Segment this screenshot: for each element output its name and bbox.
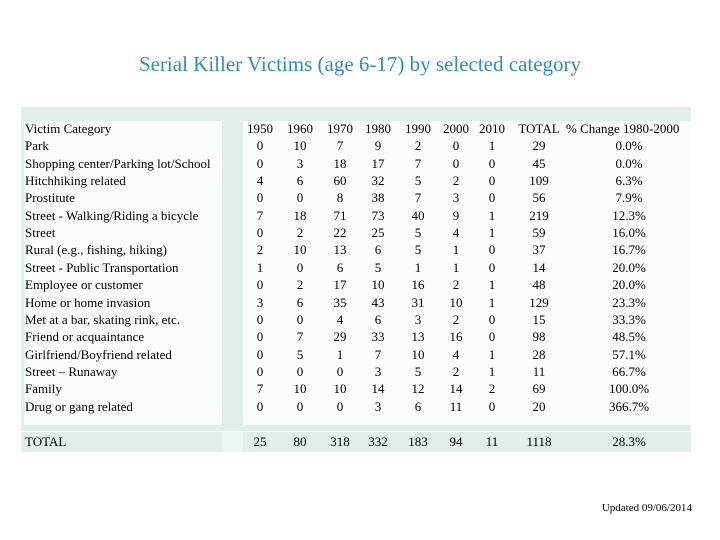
- value-cell: 0: [296, 259, 304, 275]
- value-cell: 7.9%: [615, 190, 643, 206]
- value-cell: 80: [293, 434, 307, 449]
- value-cell: 1: [488, 225, 496, 241]
- value-cell: 57.1%: [612, 346, 646, 362]
- value-cell: 11: [485, 434, 499, 449]
- value-cell: 2: [296, 277, 304, 293]
- value-cell: 10: [371, 277, 385, 293]
- value-cell: 10: [293, 381, 307, 397]
- updated-date: Updated 09/06/2014: [601, 502, 692, 514]
- value-cell: 9: [374, 138, 382, 154]
- header-cell: 1980: [365, 121, 391, 136]
- table-row: [0, 155, 720, 172]
- value-cell: 32: [371, 173, 385, 189]
- value-cell: 98: [532, 329, 546, 345]
- value-cell: 2: [296, 225, 304, 241]
- table-row: [0, 137, 720, 154]
- value-cell: 48.5%: [612, 329, 646, 345]
- value-cell: 22: [333, 225, 347, 241]
- category-cell: Girlfriend/Boyfriend related: [25, 346, 172, 362]
- value-cell: 16.7%: [612, 242, 646, 258]
- value-cell: 0: [488, 242, 496, 258]
- value-cell: 7: [256, 381, 264, 397]
- value-cell: 1: [488, 138, 496, 154]
- value-cell: 43: [371, 294, 385, 310]
- value-cell: 31: [411, 294, 425, 310]
- value-cell: 0: [488, 311, 496, 327]
- value-cell: 0: [256, 346, 264, 362]
- value-cell: 3: [256, 294, 264, 310]
- value-cell: 100.0%: [608, 381, 650, 397]
- value-cell: 28.3%: [612, 434, 646, 449]
- table-row: [0, 189, 720, 206]
- value-cell: 48: [532, 277, 546, 293]
- value-cell: 2: [452, 311, 460, 327]
- value-cell: 29: [333, 329, 347, 345]
- value-cell: 18: [333, 155, 347, 171]
- value-cell: 0: [488, 173, 496, 189]
- value-cell: 0: [488, 398, 496, 414]
- value-cell: 0: [256, 363, 264, 379]
- value-cell: 0: [452, 138, 460, 154]
- value-cell: 5: [414, 173, 422, 189]
- value-cell: 14: [532, 259, 546, 275]
- value-cell: 0: [256, 225, 264, 241]
- value-cell: 6: [374, 242, 382, 258]
- value-cell: 13: [411, 329, 425, 345]
- value-cell: 1: [488, 294, 496, 310]
- value-cell: 4: [452, 346, 460, 362]
- value-cell: 3: [452, 190, 460, 206]
- value-cell: 2: [452, 173, 460, 189]
- category-cell: Street - Walking/Riding a bicycle: [25, 207, 199, 223]
- value-cell: 0: [256, 277, 264, 293]
- value-cell: 16: [411, 277, 425, 293]
- value-cell: 28: [532, 346, 546, 362]
- value-cell: 3: [374, 363, 382, 379]
- value-cell: 69: [532, 381, 546, 397]
- value-cell: 5: [414, 363, 422, 379]
- value-cell: 0: [296, 398, 304, 414]
- header-cell: 1960: [287, 121, 313, 136]
- value-cell: 5: [296, 346, 304, 362]
- value-cell: 10: [449, 294, 463, 310]
- value-cell: 12: [411, 381, 425, 397]
- value-cell: 10: [411, 346, 425, 362]
- category-cell: Street - Public Transportation: [25, 259, 179, 275]
- value-cell: 0: [256, 329, 264, 345]
- value-cell: 2: [452, 363, 460, 379]
- category-cell: Hitchhiking related: [25, 173, 126, 189]
- value-cell: 1118: [526, 434, 552, 449]
- category-cell: Friend or acquaintance: [25, 329, 145, 345]
- table-top-band: [21, 107, 691, 121]
- value-cell: 9: [452, 207, 460, 223]
- value-cell: 18: [293, 207, 307, 223]
- value-cell: 0: [256, 138, 264, 154]
- value-cell: 1: [336, 346, 344, 362]
- value-cell: 73: [371, 207, 385, 223]
- value-cell: 0.0%: [615, 138, 643, 154]
- value-cell: 6: [374, 311, 382, 327]
- value-cell: 20.0%: [612, 259, 646, 275]
- value-cell: 6: [336, 259, 344, 275]
- value-cell: 25: [253, 434, 267, 449]
- value-cell: 2: [452, 277, 460, 293]
- value-cell: 1: [488, 207, 496, 223]
- value-cell: 17: [333, 277, 347, 293]
- value-cell: 4: [336, 311, 344, 327]
- category-cell: Drug or gang related: [25, 398, 133, 414]
- value-cell: 0: [256, 190, 264, 206]
- value-cell: 16: [449, 329, 463, 345]
- value-cell: 6: [414, 398, 422, 414]
- value-cell: 7: [414, 155, 422, 171]
- value-cell: 1: [488, 346, 496, 362]
- value-cell: 0: [296, 363, 304, 379]
- table-row: [0, 241, 720, 258]
- category-cell: Met at a bar, skating rink, etc.: [25, 311, 181, 327]
- value-cell: 1: [414, 259, 422, 275]
- value-cell: 12.3%: [612, 207, 646, 223]
- category-cell: Employee or customer: [25, 277, 143, 293]
- value-cell: 38: [371, 190, 385, 206]
- value-cell: 1: [452, 259, 460, 275]
- value-cell: 33.3%: [612, 311, 646, 327]
- header-cell: TOTAL: [518, 121, 560, 136]
- value-cell: 59: [532, 225, 546, 241]
- value-cell: 10: [293, 138, 307, 154]
- table-bottom-band: [21, 425, 691, 431]
- value-cell: 332: [368, 434, 388, 449]
- value-cell: 0: [488, 329, 496, 345]
- value-cell: 2: [414, 138, 422, 154]
- value-cell: 5: [414, 242, 422, 258]
- value-cell: 3: [374, 398, 382, 414]
- value-cell: 4: [452, 225, 460, 241]
- header-cell: 1970: [327, 121, 353, 136]
- table-row: [0, 172, 720, 189]
- value-cell: 1: [256, 259, 264, 275]
- value-cell: 35: [333, 294, 347, 310]
- table-header-row: [0, 120, 720, 137]
- table-row: [0, 363, 720, 380]
- value-cell: 2: [256, 242, 264, 258]
- value-cell: 1: [452, 242, 460, 258]
- category-cell: Home or home invasion: [25, 294, 151, 310]
- category-cell: Family: [25, 381, 62, 397]
- table-row: [0, 346, 720, 363]
- value-cell: 2: [488, 381, 496, 397]
- table-row: [0, 380, 720, 397]
- header-cell: 1990: [405, 121, 431, 136]
- value-cell: 366.7%: [608, 398, 650, 414]
- value-cell: 3: [296, 155, 304, 171]
- value-cell: 219: [529, 207, 549, 223]
- value-cell: 23.3%: [612, 294, 646, 310]
- value-cell: 56: [532, 190, 546, 206]
- value-cell: 5: [374, 259, 382, 275]
- category-cell: Rural (e.g., fishing, hiking): [25, 242, 167, 258]
- value-cell: 10: [333, 381, 347, 397]
- value-cell: 0: [296, 190, 304, 206]
- value-cell: 7: [336, 138, 344, 154]
- value-cell: 45: [532, 155, 546, 171]
- value-cell: 16.0%: [612, 225, 646, 241]
- value-cell: 33: [371, 329, 385, 345]
- value-cell: 0: [488, 190, 496, 206]
- value-cell: 129: [529, 294, 549, 310]
- value-cell: 0: [488, 155, 496, 171]
- value-cell: 6: [296, 294, 304, 310]
- value-cell: 14: [371, 381, 385, 397]
- value-cell: 318: [330, 434, 350, 449]
- header-cell: 2010: [479, 121, 505, 136]
- value-cell: 11: [449, 398, 463, 414]
- value-cell: 0: [452, 155, 460, 171]
- value-cell: 0: [336, 363, 344, 379]
- category-cell: Shopping center/Parking lot/School: [25, 155, 211, 171]
- value-cell: 0: [296, 311, 304, 327]
- value-cell: 4: [256, 173, 264, 189]
- value-cell: 15: [532, 311, 546, 327]
- value-cell: 0: [488, 259, 496, 275]
- page-title: Serial Killer Victims (age 6-17) by selected category: [138, 52, 582, 76]
- table-row: [0, 224, 720, 241]
- value-cell: 37: [532, 242, 546, 258]
- table-row: [0, 311, 720, 328]
- value-cell: 20.0%: [612, 277, 646, 293]
- value-cell: 13: [333, 242, 347, 258]
- value-cell: 25: [371, 225, 385, 241]
- value-cell: 10: [293, 242, 307, 258]
- value-cell: 0: [336, 398, 344, 414]
- value-cell: 0.0%: [615, 155, 643, 171]
- value-cell: 7: [414, 190, 422, 206]
- value-cell: 29: [532, 138, 546, 154]
- category-cell: Street: [25, 225, 56, 241]
- value-cell: 0: [256, 155, 264, 171]
- value-cell: 60: [333, 173, 347, 189]
- value-cell: 0: [256, 398, 264, 414]
- value-cell: 7: [256, 207, 264, 223]
- total-row: [0, 433, 720, 450]
- value-cell: 11: [532, 363, 546, 379]
- value-cell: 20: [532, 398, 546, 414]
- value-cell: 17: [371, 155, 385, 171]
- value-cell: 94: [449, 434, 463, 449]
- value-cell: 40: [411, 207, 425, 223]
- table-row: [0, 328, 720, 345]
- value-cell: 6: [296, 173, 304, 189]
- category-cell: TOTAL: [25, 434, 67, 449]
- value-cell: 5: [414, 225, 422, 241]
- category-cell: Prostitute: [25, 190, 75, 206]
- value-cell: 8: [336, 190, 344, 206]
- table-row: [0, 398, 720, 415]
- value-cell: 66.7%: [612, 363, 646, 379]
- value-cell: 1: [488, 363, 496, 379]
- value-cell: 109: [529, 173, 549, 189]
- value-cell: 6.3%: [615, 173, 643, 189]
- table-row: [0, 294, 720, 311]
- value-cell: 7: [374, 346, 382, 362]
- value-cell: 183: [408, 434, 428, 449]
- value-cell: 0: [256, 311, 264, 327]
- header-cell: 1950: [247, 121, 273, 136]
- table-row: [0, 259, 720, 276]
- value-cell: 1: [488, 277, 496, 293]
- category-cell: Street – Runaway: [25, 363, 118, 379]
- table-row: [0, 207, 720, 224]
- value-cell: 7: [296, 329, 304, 345]
- table-row: [0, 276, 720, 293]
- value-cell: 71: [333, 207, 347, 223]
- header-cell-category: Victim Category: [25, 121, 112, 136]
- value-cell: 3: [414, 311, 422, 327]
- header-cell: % Change 1980-2000: [566, 121, 680, 136]
- category-cell: Park: [25, 138, 49, 154]
- header-cell: 2000: [443, 121, 469, 136]
- value-cell: 14: [449, 381, 463, 397]
